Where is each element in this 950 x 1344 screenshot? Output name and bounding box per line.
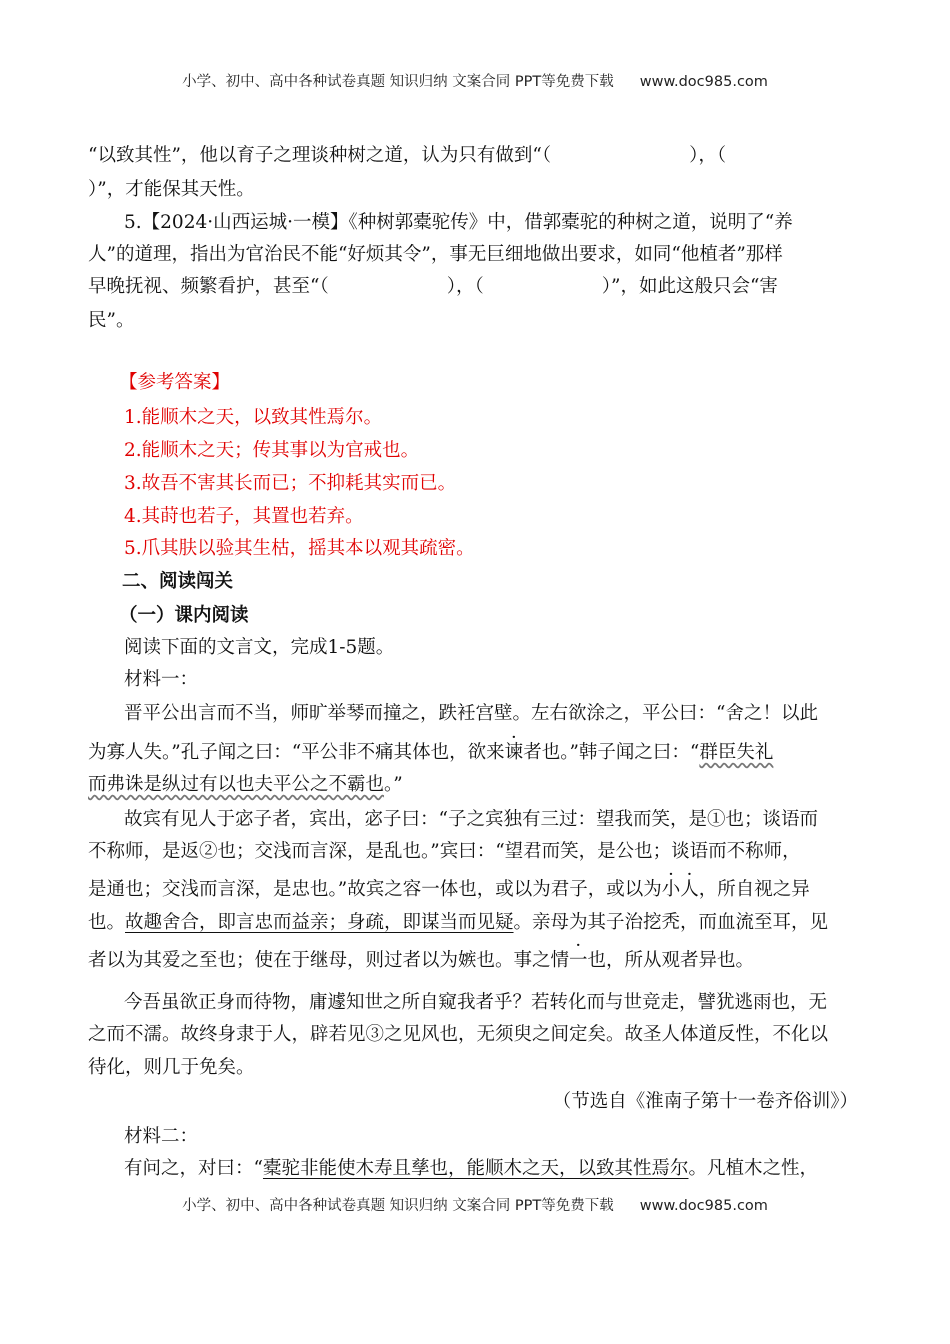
- material1-p2-line-4: 也。故趣舍合，即言忠而益亲；身疏，即谋当而见疑。亲母为其子治挖秃，而血流至耳，见: [88, 912, 829, 933]
- material1-p2-line-2: 不称师，是返②也；交浅而言深，是乱也。”宾曰：“望君而笑，是公也；谈语而不称师，: [88, 841, 801, 862]
- material1-p3-line-3: 待化，则几于免矣。: [88, 1057, 255, 1078]
- q5-line-4: 民”。: [88, 310, 135, 331]
- answer-item: 3.故吾不害其长而已；不抑耗其实而已。: [124, 473, 457, 494]
- section-subtitle: （一）课内阅读: [119, 605, 249, 626]
- section-instruction: 阅读下面的文言文，完成1-5题。: [124, 637, 395, 658]
- material1-p3-line-2: 之而不濡。故终身隶于人，辟若见③之见风也，无须臾之间定矣。故圣人体道反性，不化以: [88, 1024, 829, 1045]
- emphasis-char: 谏: [504, 742, 524, 763]
- footer-url[interactable]: www.doc985.com: [639, 1198, 768, 1214]
- wavy-underlined-text: 群臣失礼: [699, 742, 774, 763]
- answer-item: 4.其莳也若子，其置也若弃。: [124, 506, 364, 527]
- material1-p3-line-1: 今吾虽欲正身而待物，庸遽知世之所自窥我者乎？若转化而与世竞走，譬犹逃雨也，无: [124, 992, 828, 1013]
- material2-line-1: 有问之，对曰：“橐驼非能使木寿且孳也，能顺木之天，以致其性焉尔。凡植木之性，: [124, 1158, 818, 1179]
- answer-item: 1.能顺木之天，以致其性焉尔。: [124, 407, 383, 428]
- emphasis-char: 人: [680, 879, 699, 900]
- footer-text: 小学、初中、高中各种试卷真题 知识归纳 文案合同 PPT等免费下载: [182, 1198, 614, 1214]
- answers-title: 【参考答案】: [119, 372, 231, 393]
- header-url[interactable]: www.doc985.com: [639, 74, 768, 90]
- q4-line-1: “以致其性”，他以育子之理谈种树之道，认为只有做到“（ ），（: [88, 145, 727, 166]
- q5-line-3: 早晚抚视、频繁看护，甚至“（ ），（ ）”，如此这般只会“害: [88, 276, 778, 297]
- material1-p1-line-3: 而弗诛是纵过有以也夫平公之不霸也。”: [88, 774, 403, 795]
- wavy-underlined-text: 而弗诛是纵过有以也夫平公之不霸也: [88, 774, 385, 795]
- q5-line-1: 5.【2024·山西运城·一模】《种树郭橐驼传》中，借郭橐驼的种树之道，说明了“养: [124, 212, 793, 233]
- material2-label: 材料二：: [124, 1126, 199, 1147]
- emphasis-char: 小: [661, 879, 681, 900]
- header-text: 小学、初中、高中各种试卷真题 知识归纳 文案合同 PPT等免费下载: [182, 74, 614, 90]
- page-header: [0, 70, 950, 91]
- underlined-sentence: 故趣舍合，即言忠而益亲；身疏，即谋当而见疑: [125, 912, 514, 933]
- section-title: 二、阅读闯关: [122, 571, 234, 592]
- q5-line-2: 人”的道理，指出为官治民不能“好烦其令”，事无巨细地做出要求，如同“他植者”那样: [88, 244, 783, 265]
- answer-item: 2.能顺木之天；传其事以为官戒也。: [124, 440, 420, 461]
- underlined-sentence: 橐驼非能使木寿且孳也，能顺木之天，以致其性焉尔: [262, 1158, 689, 1179]
- q4-line-2: ）”，才能保其天性。: [88, 179, 255, 200]
- material1-source: （节选自《淮南子第十一卷齐俗训》）: [552, 1091, 858, 1112]
- material1-p2-line-5: 者以为其爱之至也；使在于继母，则过者以为嫉也。事之情一也，所从观者异也。: [88, 950, 755, 971]
- material1-p1-line-1: 晋平公出言而不当，师旷举琴而撞之，跌衽宫壁。左右欲涂之，平公曰：“舍之！以此: [124, 703, 818, 724]
- page-footer: [0, 1194, 950, 1215]
- emphasis-char: 一: [569, 950, 588, 971]
- material1-p2-line-3: 是通也；交浅而言深，是忠也。”故宾之容一体也，或以为君子，或以为小人，所自视之异: [88, 879, 810, 900]
- material1-label: 材料一：: [124, 669, 199, 690]
- material1-p2-line-1: 故宾有见人于宓子者，宾出，宓子曰：“子之宾独有三过：望我而笑，是①也；谈语而: [124, 809, 818, 830]
- answer-item: 5.爪其肤以验其生枯，摇其本以观其疏密。: [124, 538, 475, 559]
- material1-p1-line-2: 为寡人失。”孔子闻之曰：“平公非不痛其体也，欲来谏者也。”韩子闻之曰：“群臣失礼: [88, 742, 774, 763]
